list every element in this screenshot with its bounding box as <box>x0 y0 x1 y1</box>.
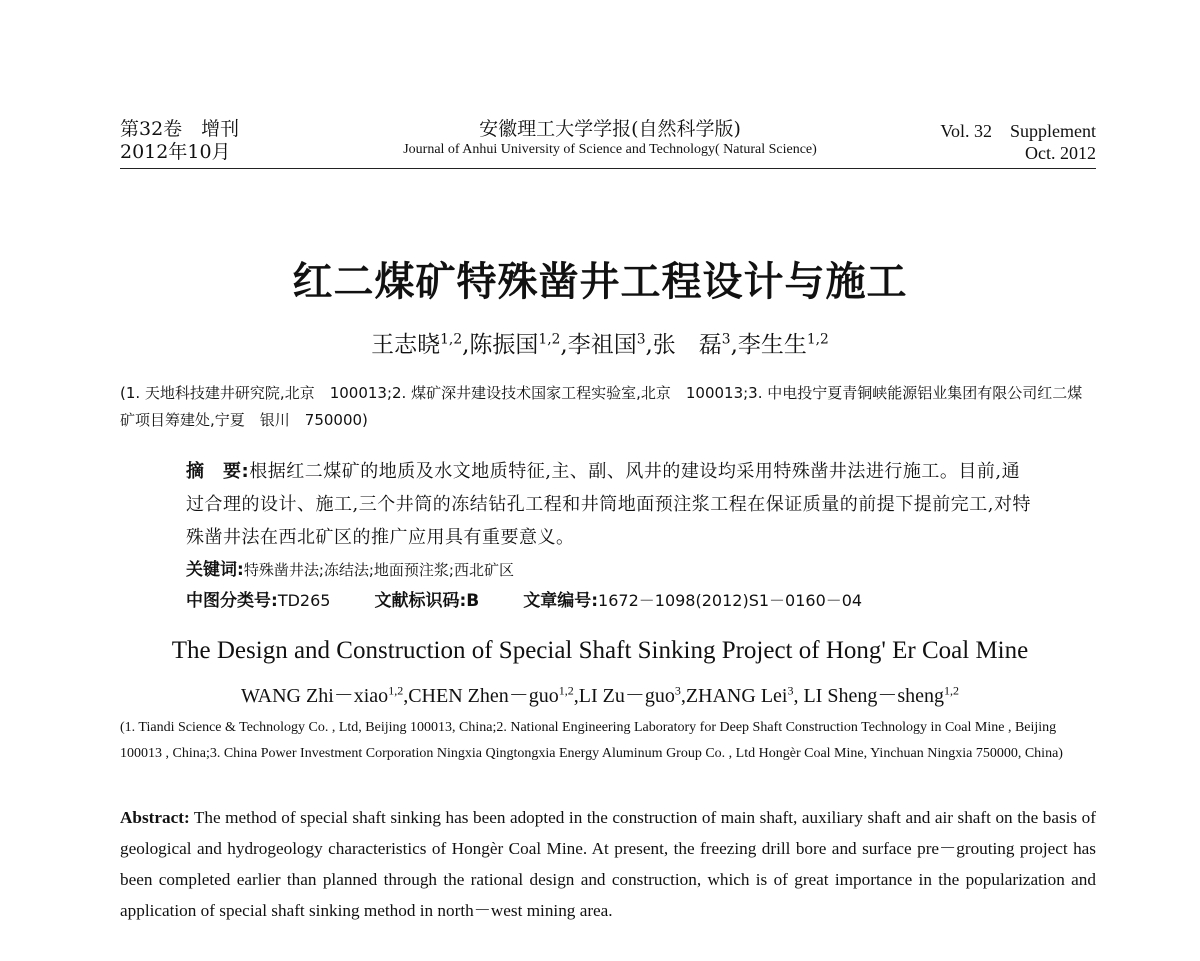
header-center <box>330 118 890 159</box>
doc-code-label: 文献标识码: <box>374 591 467 611</box>
affiliations-cn: (1. 天地科技建井研究院,北京 100013;2. 煤矿深井建设技术国家工程实验室,北京 100013;3. 中电投宁夏青铜峡能源铝业集团有限公司红二煤矿项目筹建处,宁夏 银川 750000) <box>120 384 1083 429</box>
date-cn: 2012年10月 <box>120 141 231 163</box>
supplement-en: Supplement <box>1010 121 1096 141</box>
abstract-cn-text: 根据红二煤矿的地质及水文地质特征,主、副、风井的建设均采用特殊凿井法进行施工。目前,通过合理的设计、施工,三个井筒的冻结钻孔工程和井筒地面预注浆工程在保证质量的前提下提前完工,对特殊凿井法在西北矿区的推广应用具有重要意义。 <box>186 461 1031 548</box>
author-en: LI Zu－guo$^3$ <box>578 683 681 707</box>
header-rule <box>120 168 1096 169</box>
author-list-en: WANG Zhi－xiao$^{1,2}$,CHEN Zhen－guo$^{1,2}$,LI Zu－guo$^3$,ZHANG Lei$^3$, LI Sheng－sheng$^{1,2}$ <box>240 683 960 707</box>
date-en: Oct. 2012 <box>1025 143 1096 163</box>
author-cn: 陈振国$^{1,2}$ <box>469 331 561 358</box>
journal-name-cn: 安徽理工大学学报(自然科学版) <box>479 118 741 140</box>
abstract-en-text: The method of special shaft sinking has been adopted in the construction of main shaft, auxiliary shaft and air shaft on the basis of geological and hydrogeology characteristics of Hongèr Coal Mine. At present, the freezing drill bore and surface pre－grouting project has been completed earlier than planned through the rational design and construction, which is of great importance in the popularization and application of special shaft sinking method in north－west mining area. <box>120 808 1096 920</box>
author-en: LI Sheng－sheng$^{1,2}$ <box>803 683 960 707</box>
header-right <box>940 120 1096 164</box>
keywords-cn-label: 关键词: <box>186 560 244 580</box>
paper-title-en: The Design and Construction of Special Shaft Sinking Project of Hong' Er Coal Mine <box>171 637 1029 664</box>
author-cn: 王志晓$^{1,2}$ <box>371 331 463 358</box>
article-number-label: 文章编号: <box>523 591 599 611</box>
volume-cn: 第32卷 增刊 <box>120 118 240 140</box>
author-list-cn: 王志晓$^{1,2}$,陈振国$^{1,2}$,李祖国$^3$,张 磊$^3$,李生生$^{1,2}$ <box>371 331 829 358</box>
author-en: WANG Zhi－xiao$^{1,2}$ <box>240 683 404 707</box>
doc-code-value: B <box>466 591 480 611</box>
article-number-value: 1672－1098(2012)S1－0160－04 <box>598 591 863 610</box>
clc-label: 中图分类号: <box>186 591 278 611</box>
journal-name-en: Journal of Anhui University of Science and Technology( Natural Science) <box>403 142 817 157</box>
paper-title-cn: 红二煤矿特殊凿井工程设计与施工 <box>292 258 908 305</box>
author-en: ZHANG Lei$^3$ <box>685 683 794 707</box>
author-en: CHEN Zhen－guo$^{1,2}$ <box>408 683 574 707</box>
keywords-cn-text: 特殊凿井法;冻结法;地面预注浆;西北矿区 <box>243 561 514 579</box>
affiliations-en: (1. Tiandi Science & Technology Co. , Ltd, Beijing 100013, China;2. National Engineering Laboratory for Deep Shaft Construction Technology in Coal Mine , Beijing 100013 , China;3. China Power Investment Corporation Ningxia Qingtongxia Energy Aluminum Group Co. , Ltd Hongèr Coal Mine, Yinchuan Ningxia 750000, China) <box>120 720 1063 761</box>
author-cn: 李祖国$^3$ <box>567 331 646 358</box>
abstract-en-label: Abstract: <box>120 808 190 827</box>
abstract-en <box>120 802 1096 926</box>
author-cn: 李生生$^{1,2}$ <box>737 331 829 358</box>
header-left <box>120 118 239 164</box>
abstract-cn <box>186 455 1036 554</box>
clc-value: TD265 <box>277 591 331 610</box>
volume-en: Vol. 32 <box>940 121 992 141</box>
author-cn: 张 磊$^3$ <box>652 331 731 358</box>
classification-line <box>186 586 862 611</box>
abstract-cn-label: 摘 要: <box>186 461 250 482</box>
keywords-cn <box>186 555 514 580</box>
